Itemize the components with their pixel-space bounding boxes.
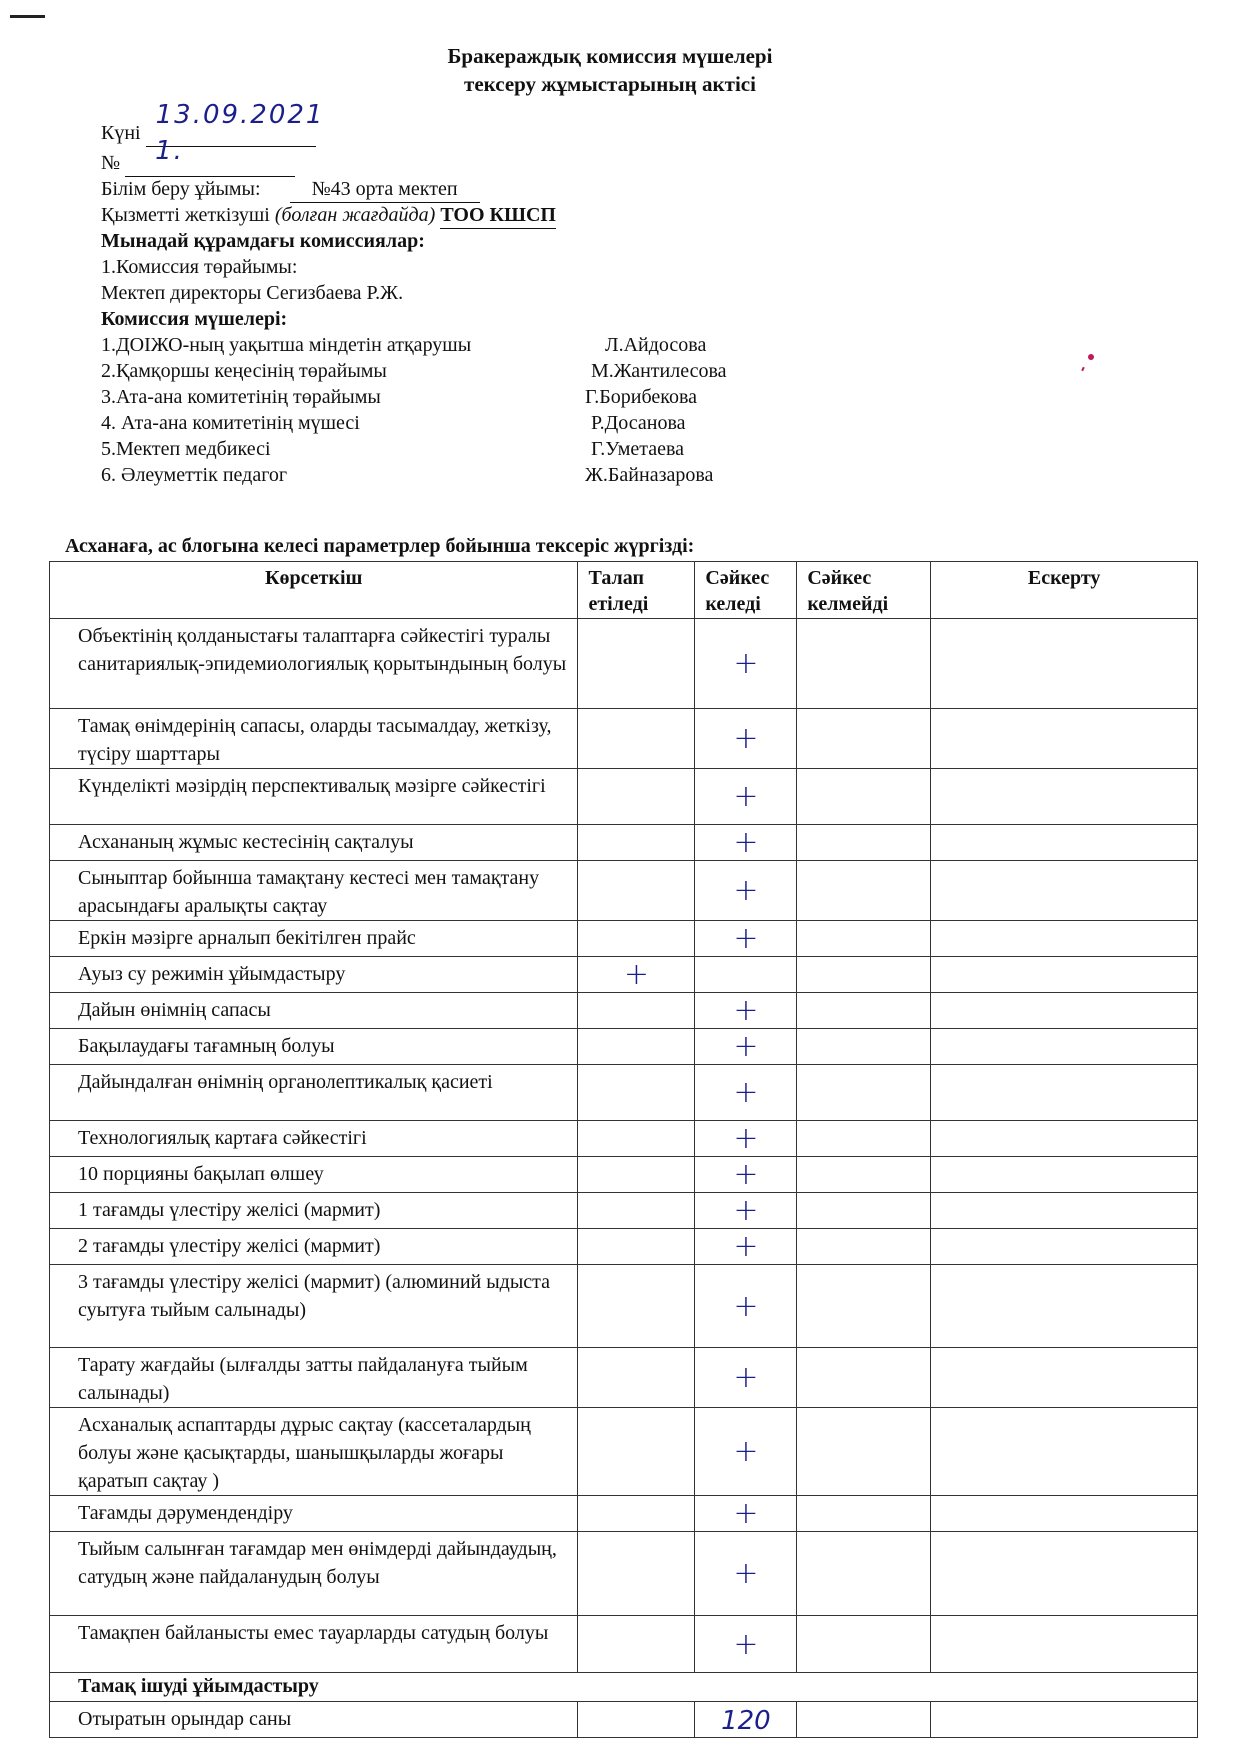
indicator-label: 3 тағамды үлестіру желісі (мармит) (алюминий ыдыста суытуға тыйым салынады) xyxy=(50,1265,578,1348)
number-field xyxy=(125,136,295,177)
empty-cell xyxy=(578,1408,695,1496)
note-cell xyxy=(931,1265,1198,1348)
note-cell xyxy=(931,1616,1198,1673)
empty-cell xyxy=(797,1532,931,1616)
ink-spot xyxy=(1088,354,1094,360)
empty-cell xyxy=(578,861,695,921)
table-row xyxy=(50,957,1198,993)
member-name: Р.Досанова xyxy=(591,412,686,434)
indicator-label: Тарату жағдайы (ылғалды затты пайдалануға тыйым салынады) xyxy=(50,1348,578,1408)
empty-cell xyxy=(578,709,695,769)
title-line-2: тексеру жұмыстарының актісі xyxy=(464,72,756,96)
note-cell xyxy=(931,619,1198,709)
empty-cell xyxy=(578,1157,695,1193)
indicator-label: Объектінің қолданыстағы талаптарға сәйкестігі туралы санитариялық-эпидемиологиялық қорытындының болуы xyxy=(50,619,578,709)
table-row xyxy=(50,1532,1198,1616)
member-row xyxy=(101,462,901,488)
empty-cell xyxy=(578,769,695,825)
check-mark-cell: + xyxy=(695,1348,797,1408)
indicator-label: Дайын өнімнің сапасы xyxy=(50,993,578,1029)
indicator-label: Дайындалған өнімнің органолептикалық қасиеті xyxy=(50,1065,578,1121)
empty-cell xyxy=(797,1702,931,1738)
supplier-row xyxy=(101,202,556,229)
table-row xyxy=(50,1702,1198,1738)
table-row xyxy=(50,1157,1198,1193)
org-value: №43 орта мектеп xyxy=(290,176,480,203)
table-row xyxy=(50,1229,1198,1265)
header-required: Талап етіледі xyxy=(578,562,695,619)
empty-cell xyxy=(578,1229,695,1265)
check-mark-cell: + xyxy=(695,1265,797,1348)
empty-cell xyxy=(797,709,931,769)
indicator-label: Тағамды дәрумендендіру xyxy=(50,1496,578,1532)
note-cell xyxy=(931,1065,1198,1121)
commission-heading: Мынадай құрамдағы комиссиялар: xyxy=(101,230,425,252)
member-row xyxy=(101,332,901,358)
indicator-label: Бақылаудағы тағамның болуы xyxy=(50,1029,578,1065)
note-cell xyxy=(931,1348,1198,1408)
member-row xyxy=(101,410,901,436)
ink-spot xyxy=(1081,367,1085,371)
note-cell xyxy=(931,1193,1198,1229)
member-row xyxy=(101,358,901,384)
empty-cell xyxy=(578,1532,695,1616)
note-cell xyxy=(931,1157,1198,1193)
member-role: 6. Әлеуметтік педагог xyxy=(101,464,288,486)
indicator-label: 2 тағамды үлестіру желісі (мармит) xyxy=(50,1229,578,1265)
number-label: № xyxy=(101,152,121,174)
check-mark-cell: + xyxy=(695,709,797,769)
member-role: 3.Ата-ана комитетінің төрайымы xyxy=(101,386,381,408)
member-name: Г.Уметаева xyxy=(591,438,685,460)
note-cell xyxy=(931,861,1198,921)
empty-cell xyxy=(797,957,931,993)
title-line-1: Бракераждық комиссия мүшелері xyxy=(447,44,773,68)
seats-value-cell xyxy=(695,1702,797,1738)
empty-cell xyxy=(797,1065,931,1121)
check-mark-cell: + xyxy=(695,1029,797,1065)
empty-cell xyxy=(797,619,931,709)
member-role: 2.Қамқоршы кеңесінің төрайымы xyxy=(101,360,387,382)
empty-cell xyxy=(797,1157,931,1193)
table-row xyxy=(50,1496,1198,1532)
seats-value: 120 xyxy=(721,1706,771,1736)
chair-label: 1.Комиссия төрайымы: xyxy=(101,256,298,278)
table-row xyxy=(50,1121,1198,1157)
check-mark-cell: + xyxy=(695,1065,797,1121)
table-row xyxy=(50,921,1198,957)
empty-cell xyxy=(578,1065,695,1121)
indicator-label: Күнделікті мәзірдің перспективалық мәзірге сәйкестігі xyxy=(50,769,578,825)
note-cell xyxy=(931,921,1198,957)
table-header-row xyxy=(50,562,1198,619)
empty-cell xyxy=(797,1348,931,1408)
table-row xyxy=(50,619,1198,709)
member-name: Ж.Байназарова xyxy=(585,464,714,486)
empty-cell xyxy=(578,921,695,957)
note-cell xyxy=(931,1408,1198,1496)
empty-cell xyxy=(797,1029,931,1065)
chair-value: Мектеп директоры Сегизбаева Р.Ж. xyxy=(101,282,404,304)
indicator-label: Тамақпен байланысты емес тауарларды сатудың болуы xyxy=(50,1616,578,1673)
empty-cell xyxy=(797,993,931,1029)
empty-cell xyxy=(797,825,931,861)
empty-cell xyxy=(578,1265,695,1348)
empty-cell xyxy=(578,1193,695,1229)
empty-cell xyxy=(931,1702,1198,1738)
inspection-table xyxy=(49,561,1198,1738)
section-heading: Асханаға, ас блогына келесі параметрлер бойынша тексеріс жүргізді: xyxy=(65,535,695,557)
check-mark-cell: + xyxy=(695,825,797,861)
check-mark-cell: + xyxy=(578,957,695,993)
empty-cell xyxy=(578,1121,695,1157)
empty-cell xyxy=(797,1229,931,1265)
check-mark-cell: + xyxy=(695,1408,797,1496)
date-value: 13.09.2021 xyxy=(155,100,325,130)
note-cell xyxy=(931,957,1198,993)
empty-cell xyxy=(797,1265,931,1348)
empty-cell xyxy=(797,1121,931,1157)
indicator-label: Тыйым салынған тағамдар мен өнімдерді дайындаудың, сатудың және пайдаланудың болуы xyxy=(50,1532,578,1616)
check-mark-cell: + xyxy=(695,619,797,709)
header-note: Ескерту xyxy=(931,562,1198,619)
check-mark-cell: + xyxy=(695,1121,797,1157)
check-mark-cell: + xyxy=(695,1193,797,1229)
table-row xyxy=(50,1265,1198,1348)
date-label: Күні xyxy=(101,122,141,144)
check-mark-cell: + xyxy=(695,861,797,921)
indicator-label: Технологиялық картаға сәйкестігі xyxy=(50,1121,578,1157)
empty-cell xyxy=(695,957,797,993)
member-role: 4. Ата-ана комитетінің мүшесі xyxy=(101,412,360,434)
table-row xyxy=(50,1408,1198,1496)
document-title xyxy=(0,42,1220,98)
table-row xyxy=(50,1348,1198,1408)
empty-cell xyxy=(578,1702,695,1738)
empty-cell xyxy=(578,1616,695,1673)
table-row xyxy=(50,861,1198,921)
empty-cell xyxy=(578,619,695,709)
header-noncompliant: Сәйкес келмейді xyxy=(797,562,931,619)
header-compliant: Сәйкес келеді xyxy=(695,562,797,619)
member-role: 1.ДОІЖО-ның уақытша міндетін атқарушы xyxy=(101,334,472,356)
empty-cell xyxy=(797,1193,931,1229)
empty-cell xyxy=(797,1408,931,1496)
member-row xyxy=(101,436,901,462)
supplier-note: (болған жағдайда) xyxy=(274,204,436,226)
empty-cell xyxy=(797,1616,931,1673)
member-name: Л.Айдосова xyxy=(605,334,707,356)
indicator-label: 1 тағамды үлестіру желісі (мармит) xyxy=(50,1193,578,1229)
table-row xyxy=(50,769,1198,825)
check-mark-cell: + xyxy=(695,1229,797,1265)
check-mark-cell: + xyxy=(695,993,797,1029)
table-row xyxy=(50,709,1198,769)
header-indicator: Көрсеткіш xyxy=(50,562,578,619)
seats-label: Отыратын орындар саны xyxy=(50,1702,578,1738)
note-cell xyxy=(931,825,1198,861)
indicator-label: Сыныптар бойынша тамақтану кестесі мен тамақтану арасындағы аралықты сақтау xyxy=(50,861,578,921)
note-cell xyxy=(931,1121,1198,1157)
check-mark-cell: + xyxy=(695,769,797,825)
check-mark-cell: + xyxy=(695,1157,797,1193)
indicator-label: Ауыз су режимін ұйымдастыру xyxy=(50,957,578,993)
indicator-label: Асханалық аспаптарды дұрыс сақтау (кассеталардың болуы және қасықтарды, шанышқыларды жоғары қаратып сақтау ) xyxy=(50,1408,578,1496)
check-mark-cell: + xyxy=(695,921,797,957)
empty-cell xyxy=(578,1348,695,1408)
empty-cell xyxy=(797,921,931,957)
empty-cell xyxy=(578,1029,695,1065)
check-mark-cell: + xyxy=(695,1532,797,1616)
indicator-label: 10 порцияны бақылап өлшеу xyxy=(50,1157,578,1193)
empty-cell xyxy=(578,1496,695,1532)
check-mark-cell: + xyxy=(695,1496,797,1532)
note-cell xyxy=(931,993,1198,1029)
supplier-value: ТОО КШСП xyxy=(440,202,556,229)
members-heading: Комиссия мүшелері: xyxy=(101,308,288,330)
note-cell xyxy=(931,769,1198,825)
scan-mark xyxy=(10,15,45,18)
empty-cell xyxy=(578,993,695,1029)
table-row xyxy=(50,1065,1198,1121)
table-row xyxy=(50,1616,1198,1673)
number-row xyxy=(101,136,295,177)
empty-cell xyxy=(797,1496,931,1532)
note-cell xyxy=(931,1029,1198,1065)
empty-cell xyxy=(797,861,931,921)
note-cell xyxy=(931,1532,1198,1616)
check-mark-cell: + xyxy=(695,1616,797,1673)
indicator-label: Тамақ өнімдерінің сапасы, оларды тасымалдау, жеткізу, түсіру шарттары xyxy=(50,709,578,769)
member-row xyxy=(101,384,901,410)
member-role: 5.Мектеп медбикесі xyxy=(101,438,271,460)
indicator-label: Еркін мәзірге арналып бекітілген прайс xyxy=(50,921,578,957)
org-label: Білім беру ұйымы: xyxy=(101,178,261,200)
group-heading: Тамақ ішуді ұйымдастыру xyxy=(50,1673,1198,1702)
table-row xyxy=(50,1029,1198,1065)
empty-cell xyxy=(578,825,695,861)
table-row xyxy=(50,993,1198,1029)
member-name: Г.Борибекова xyxy=(585,386,698,408)
table-row xyxy=(50,1193,1198,1229)
note-cell xyxy=(931,1229,1198,1265)
member-name: М.Жантилесова xyxy=(591,360,727,382)
note-cell xyxy=(931,1496,1198,1532)
empty-cell xyxy=(797,769,931,825)
note-cell xyxy=(931,709,1198,769)
group-row xyxy=(50,1673,1198,1702)
supplier-label: Қызметті жеткізуші xyxy=(101,204,270,226)
table-row xyxy=(50,825,1198,861)
number-value: 1. xyxy=(155,136,184,166)
date-row xyxy=(101,100,325,147)
indicator-label: Асхананың жұмыс кестесінің сақталуы xyxy=(50,825,578,861)
org-row xyxy=(101,176,480,203)
